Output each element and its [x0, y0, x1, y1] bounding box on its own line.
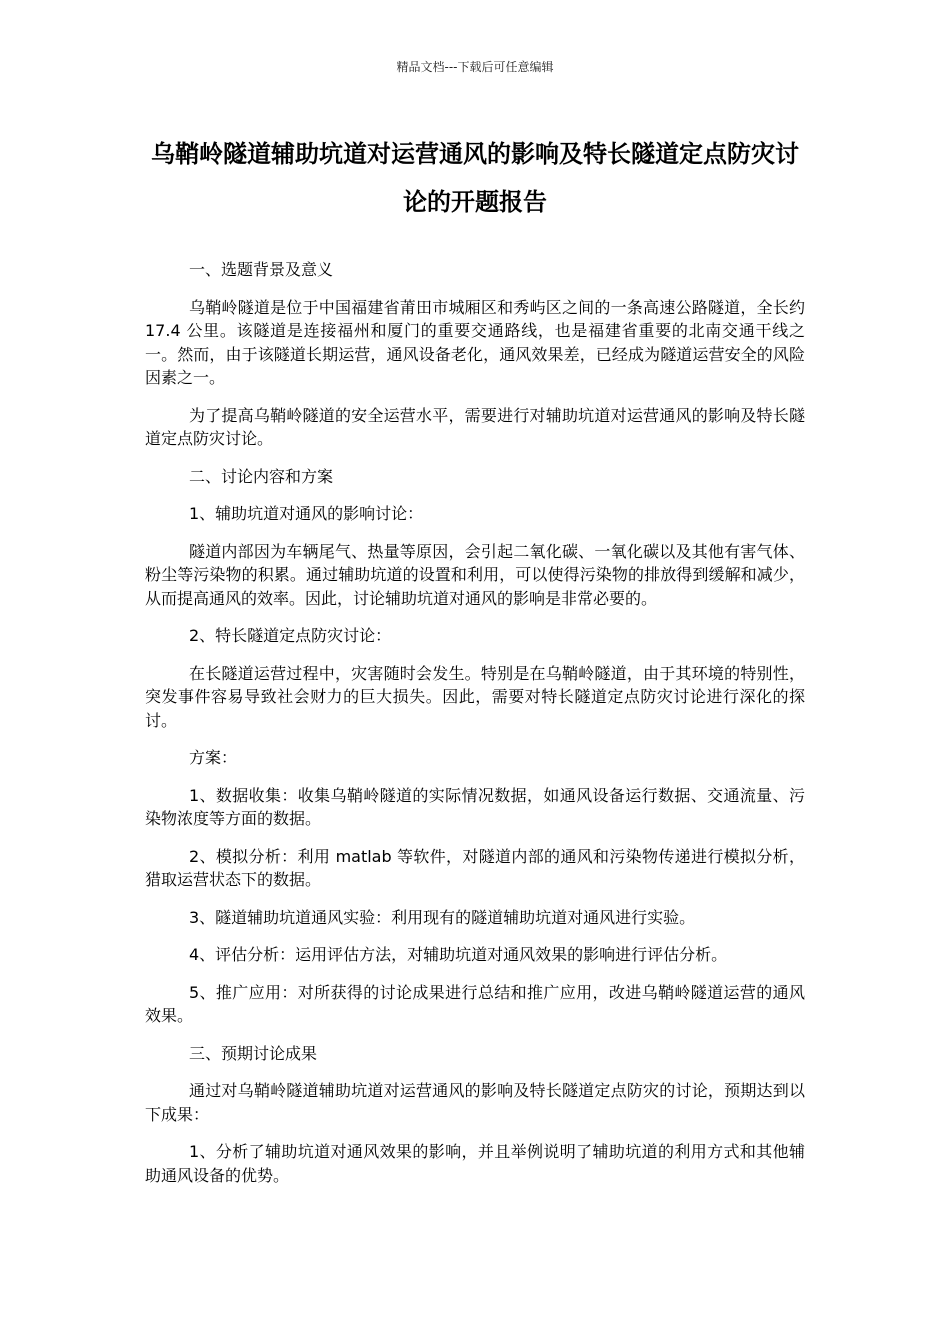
paragraph-background: 乌鞘岭隧道是位于中国福建省莆田市城厢区和秀屿区之间的一条高速公路隧道，全长约 17.4 公里。该隧道是连接福州和厦门的重要交通路线，也是福建省重要的北南交通干线之一。然而，由于该隧道长期运营，通风设备老化，通风效果差，已经成为隧道运营安全的风险因素之一。: [145, 297, 805, 387]
plan-item-3: 3、隧道辅助坑道通风实验：利用现有的隧道辅助坑道对通风进行实验。: [189, 907, 696, 927]
section-heading-results: 三、预期讨论成果: [189, 1043, 318, 1063]
section-heading-content: 二、讨论内容和方案: [189, 466, 334, 486]
subheading-ventilation: 1、辅助坑道对通风的影响讨论：: [189, 504, 424, 523]
paragraph-results-intro: 通过对乌鞘岭隧道辅助坑道对运营通风的影响及特长隧道定点防灾的讨论，预期达到以下成果：: [145, 1081, 805, 1124]
paragraph-ventilation: 隧道内部因为车辆尾气、热量等原因，会引起二氧化碳、一氧化碳以及其他有害气体、粉尘等污染物的积累。通过辅助坑道的设置和利用，可以使得污染物的排放得到缓解和减少，从而提高通风的效率。因此，讨论辅助坑道对通风的影响是非常必要的。: [145, 541, 805, 608]
paragraph-disaster-prevention: 在长隧道运营过程中，灾害随时会发生。特别是在乌鞘岭隧道，由于其环境的特别性，突发事件容易导致社会财力的巨大损失。因此，需要对特长隧道定点防灾讨论进行深化的探讨。: [145, 663, 805, 730]
document-body: [145, 258, 805, 1201]
paragraph-purpose: 为了提高乌鞘岭隧道的安全运营水平，需要进行对辅助坑道对运营通风的影响及特长隧道定点防灾讨论。: [145, 405, 805, 448]
section-heading-background: 一、选题背景及意义: [189, 260, 334, 279]
plan-item-5: 5、推广应用：对所获得的讨论成果进行总结和推广应用，改进乌鞘岭隧道运营的通风效果。: [145, 982, 805, 1025]
header-note: 精品文档---下载后可任意编辑: [396, 60, 554, 74]
document-title: 乌鞘岭隧道辅助坑道对运营通风的影响及特长隧道定点防灾讨论的开题报告: [151, 140, 799, 216]
subheading-plan: 方案：: [189, 748, 238, 767]
plan-item-2: 2、模拟分析：利用 matlab 等软件，对隧道内部的通风和污染物传递进行模拟分析，猎取运营状态下的数据。: [145, 846, 805, 889]
result-item-1: 1、分析了辅助坑道对通风效果的影响，并且举例说明了辅助坑道的利用方式和其他辅助通风设备的优势。: [145, 1142, 805, 1185]
plan-item-4: 4、评估分析：运用评估方法，对辅助坑道对通风效果的影响进行评估分析。: [189, 945, 728, 964]
subheading-disaster-prevention: 2、特长隧道定点防灾讨论：: [189, 626, 392, 645]
plan-item-1: 1、数据收集：收集乌鞘岭隧道的实际情况数据，如通风设备运行数据、交通流量、污染物浓度等方面的数据。: [145, 785, 805, 828]
